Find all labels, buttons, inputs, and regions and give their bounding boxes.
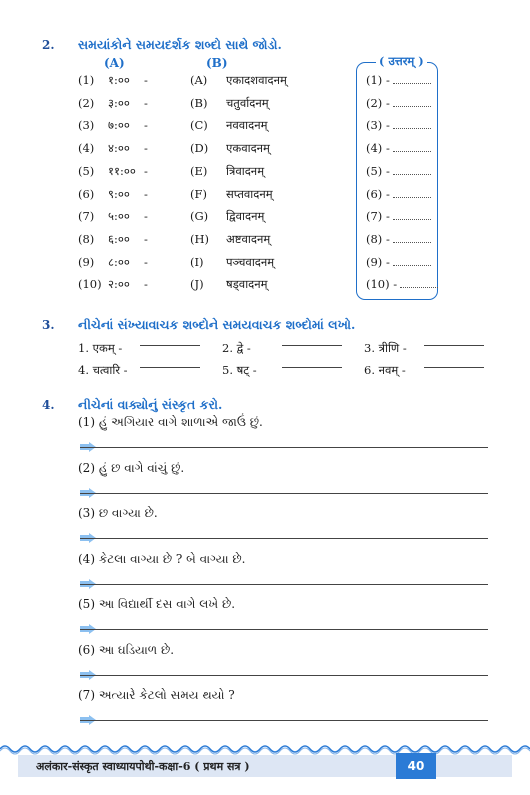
q2-b-number: (E) xyxy=(190,163,208,178)
q2-title: સમયાંકોને સમયદર્શક શબ્દો સાથે જોડો. xyxy=(78,37,282,52)
q2-answer-row xyxy=(366,209,431,223)
q4-answer-line[interactable] xyxy=(80,675,488,676)
q3-item-label: 2. द्वे - xyxy=(222,341,251,355)
q4-number: 4. xyxy=(42,398,55,412)
q2-a-dash: - xyxy=(144,73,148,87)
q2-b-number: (B) xyxy=(190,95,208,110)
q2-answer-blank[interactable] xyxy=(393,209,431,220)
q4-answer-line[interactable] xyxy=(80,584,488,585)
q2-a-time: १:०० xyxy=(108,73,130,87)
q3-item-label: 6. नवम् - xyxy=(364,363,406,377)
q2-a-time: ६:०० xyxy=(108,231,130,246)
q2-answer-row xyxy=(366,277,438,291)
q2-a-number: (8) xyxy=(78,231,95,246)
q3-answer-line[interactable] xyxy=(424,345,484,346)
footer-title: अलंकार-संस्कृत स्वाध्यायपोथी-कक्षा-6 ( प्रथम सत्र ) xyxy=(36,760,250,773)
q2-a-time: ३:०० xyxy=(108,95,130,110)
q2-answer-label: (5) - xyxy=(366,163,390,178)
q2-a-number: (5) xyxy=(78,163,95,178)
q2-answer-blank[interactable] xyxy=(393,255,431,266)
q2-a-time: ९:०० xyxy=(108,186,130,201)
q4-answer-line[interactable] xyxy=(80,629,488,630)
q2-a-dash: - xyxy=(144,118,148,133)
q3-item-label: 3. त्रीणि - xyxy=(364,341,407,355)
q2-a-time: ५:०० xyxy=(108,209,130,224)
q2-b-number: (C) xyxy=(190,118,208,133)
arrow-icon xyxy=(80,665,96,675)
answer-box-title: ( उत्तरम् ) xyxy=(376,54,427,69)
q2-answer-row xyxy=(366,164,431,178)
q2-answer-label: (9) - xyxy=(366,254,390,269)
q2-answer-blank[interactable] xyxy=(400,277,438,288)
q2-b-word: द्विवादनम् xyxy=(226,209,265,224)
q2-b-word: सप्तवादनम् xyxy=(226,186,273,201)
q2-answer-blank[interactable] xyxy=(393,232,431,243)
q2-answer-label: (3) - xyxy=(366,118,390,133)
q2-a-number: (4) xyxy=(78,141,95,156)
q2-a-number: (9) xyxy=(78,254,95,269)
q2-b-word: त्रिवादनम् xyxy=(226,163,265,178)
q4-sentence: (3) છ વાગ્યા છે. xyxy=(78,506,158,520)
q2-b-word: नववादनम् xyxy=(226,118,268,133)
q2-b-word: एकवादनम् xyxy=(226,141,270,156)
q2-a-number: (1) xyxy=(78,73,95,87)
q2-a-dash: - xyxy=(144,231,148,246)
q2-a-number: (6) xyxy=(78,186,95,201)
q2-b-number: (A) xyxy=(190,73,208,87)
q2-a-dash: - xyxy=(144,95,148,110)
q2-answer-label: (8) - xyxy=(366,231,390,246)
arrow-icon xyxy=(80,483,96,493)
q2-a-time: ७:०० xyxy=(108,118,130,133)
q2-b-word: अष्टवादनम् xyxy=(226,231,271,246)
q2-answer-label: (10) - xyxy=(366,277,398,292)
q2-answer-row xyxy=(366,187,431,201)
q2-answer-row xyxy=(366,141,431,155)
q2-b-number: (G) xyxy=(190,209,209,224)
q4-sentence: (5) આ વિદ્યાર્થી દસ વાગે લખે છે. xyxy=(78,597,236,611)
q2-a-dash: - xyxy=(144,254,148,269)
q2-answer-label: (2) - xyxy=(366,95,390,110)
q3-title: નીચેનાં સંખ્યાવાચક શબ્દોને સમયવાચક શબ્દોમાં લખો. xyxy=(78,317,356,332)
q2-answer-row xyxy=(366,118,431,132)
q2-b-word: षड्वादनम् xyxy=(226,277,268,292)
q4-sentence: (6) આ ઘડિયાળ છે. xyxy=(78,642,175,657)
q2-a-dash: - xyxy=(144,163,148,178)
q2-answer-blank[interactable] xyxy=(393,96,431,107)
arrow-icon xyxy=(80,528,96,538)
q2-answer-label: (1) - xyxy=(366,73,390,87)
q2-b-word: एकादशवादनम् xyxy=(226,73,287,87)
q2-number: 2. xyxy=(42,38,55,52)
q2-col-a-head: (A) xyxy=(104,56,125,70)
q2-a-number: (10) xyxy=(78,277,102,292)
q3-answer-line[interactable] xyxy=(282,367,342,368)
q2-b-word: पञ्चवादनम् xyxy=(226,254,275,269)
q4-sentence: (2) હું છ વાગે વાંચું છું. xyxy=(78,460,185,475)
q2-answer-label: (6) - xyxy=(366,186,390,201)
q3-number: 3. xyxy=(42,318,55,332)
q2-b-number: (F) xyxy=(190,186,207,201)
q4-answer-line[interactable] xyxy=(80,447,488,448)
q2-answer-label: (7) - xyxy=(366,209,390,224)
q2-b-number: (J) xyxy=(190,277,204,292)
arrow-icon xyxy=(80,619,96,629)
q2-a-number: (3) xyxy=(78,118,95,133)
q3-answer-line[interactable] xyxy=(424,367,484,368)
footer-wave-border xyxy=(0,742,530,756)
q2-answer-row xyxy=(366,73,431,87)
q2-col-b-head: (B) xyxy=(206,56,228,70)
q3-answer-line[interactable] xyxy=(140,345,200,346)
q2-a-time: ८:०० xyxy=(108,254,130,269)
q4-sentence: (7) અત્યારે કેટલો સમય થયો ? xyxy=(78,688,235,702)
q2-a-dash: - xyxy=(144,141,148,156)
q2-answer-blank[interactable] xyxy=(393,164,431,175)
q2-answer-row xyxy=(366,255,431,269)
q2-a-time: २:०० xyxy=(108,277,130,292)
q3-item-label: 5. षट् - xyxy=(222,363,257,377)
arrow-icon xyxy=(80,437,96,447)
q2-a-dash: - xyxy=(144,209,148,224)
q2-answer-blank[interactable] xyxy=(393,118,431,129)
q2-a-number: (7) xyxy=(78,209,95,224)
q4-sentence: (1) હું અગિયાર વાગે શાળાએ જાઉં છું. xyxy=(78,415,263,429)
q3-answer-line[interactable] xyxy=(140,367,200,368)
arrow-icon xyxy=(80,574,96,584)
q4-answer-line[interactable] xyxy=(80,720,488,721)
q2-answer-blank[interactable] xyxy=(393,73,431,84)
page-number: 40 xyxy=(396,753,436,779)
q3-item-label: 4. चत्वारि - xyxy=(78,363,128,377)
q4-sentence: (4) કેટલા વાગ્યા છે ? બે વાગ્યા છે. xyxy=(78,551,246,566)
q2-a-time: ४:०० xyxy=(108,141,130,156)
q2-answer-blank[interactable] xyxy=(393,187,431,198)
q4-answer-line[interactable] xyxy=(80,493,488,494)
q2-b-number: (H) xyxy=(190,231,210,246)
q4-title: નીચેનાં વાક્યોનું સંસ્કૃત કરો. xyxy=(78,397,223,412)
q4-answer-line[interactable] xyxy=(80,538,488,539)
q2-a-time: ११:०० xyxy=(108,163,136,178)
q2-a-dash: - xyxy=(144,186,148,201)
q2-answer-label: (4) - xyxy=(366,141,390,156)
q2-answer-blank[interactable] xyxy=(393,141,431,152)
q2-b-number: (D) xyxy=(190,141,209,156)
arrow-icon xyxy=(80,710,96,720)
q2-a-number: (2) xyxy=(78,95,95,110)
q2-answer-row xyxy=(366,232,431,246)
q2-b-word: चतुर्वादनम् xyxy=(226,95,269,110)
q2-b-number: (I) xyxy=(190,254,204,269)
q2-answer-row xyxy=(366,96,431,110)
q2-a-dash: - xyxy=(144,277,148,292)
q3-answer-line[interactable] xyxy=(282,345,342,346)
q3-item-label: 1. एकम् - xyxy=(78,341,123,355)
